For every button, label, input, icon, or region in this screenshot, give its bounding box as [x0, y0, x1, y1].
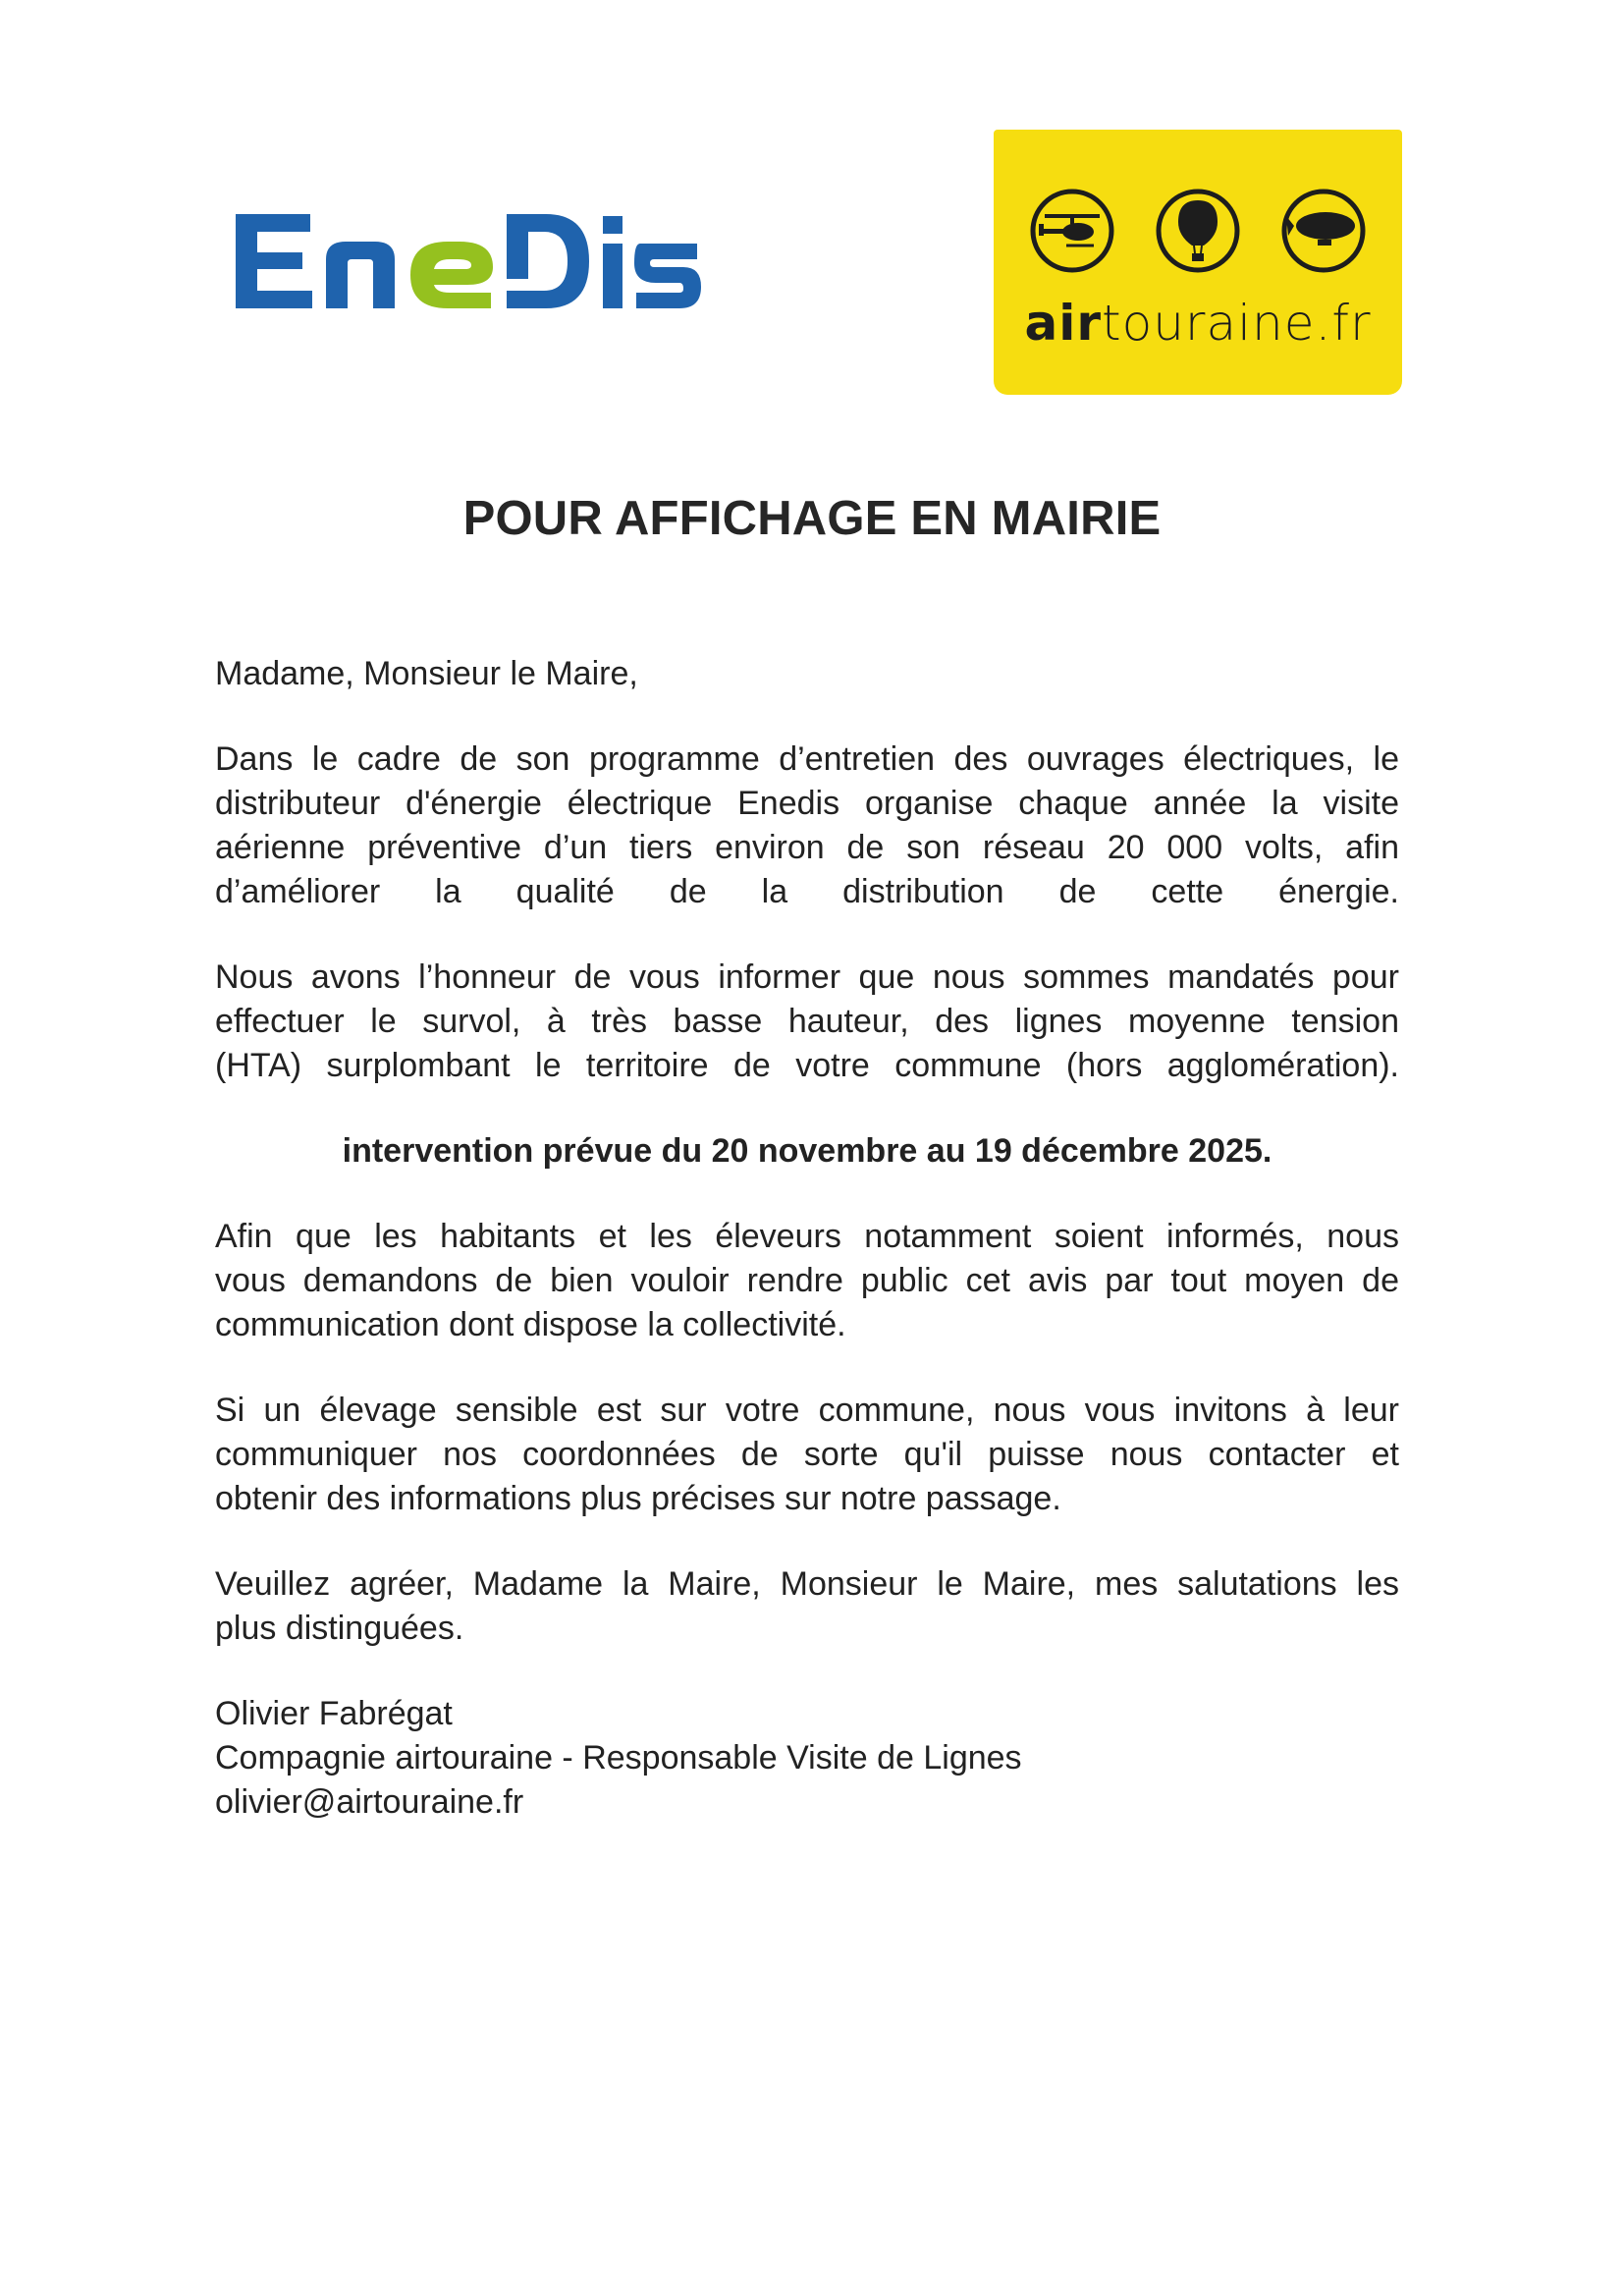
paragraph-3 — [215, 1215, 1399, 1347]
paragraph-1 — [215, 738, 1399, 914]
intervention-dates: intervention prévue du 20 novembre au 19 décembre 2025. — [342, 1132, 1272, 1170]
paragraph-3-line: communication dont dispose la collectivité. — [215, 1306, 846, 1343]
closing — [215, 1562, 1399, 1651]
enedis-logo — [232, 206, 703, 316]
wordmark-light: touraine.fr — [1102, 295, 1372, 352]
paragraph-2 — [215, 956, 1399, 1088]
airtouraine-wordmark — [994, 295, 1402, 352]
airtouraine-logo — [994, 130, 1402, 395]
paragraph-2-line: Nous avons l’honneur de vous informer que nous sommes mandatés pour — [215, 958, 1399, 996]
paragraph-1-line: Dans le cadre de son programme d’entretien des ouvrages électriques, le — [215, 740, 1399, 778]
paragraph-4-line: obtenir des informations plus précises sur notre passage. — [215, 1480, 1061, 1517]
signature-role: Compagnie airtouraine - Responsable Visite de Lignes — [215, 1739, 1022, 1777]
hot-air-balloon-icon — [1159, 191, 1237, 270]
helicopter-icon — [1033, 191, 1111, 270]
paragraph-1-line: aérienne préventive d’un tiers environ de son réseau 20 000 volts, afin — [215, 829, 1399, 866]
paragraph-2-line: (HTA) surplombant le territoire de votre commune (hors agglomération). — [215, 1047, 1399, 1084]
paragraph-1-line: d’améliorer la qualité de la distribution de cette énergie. — [215, 873, 1399, 910]
salutation: Madame, Monsieur le Maire, — [215, 655, 638, 692]
signature-name: Olivier Fabrégat — [215, 1695, 453, 1732]
letter-body — [215, 652, 1399, 1825]
wordmark-bold: air — [1024, 295, 1103, 352]
paragraph-2-line: effectuer le survol, à très basse hauteur, des lignes moyenne tension — [215, 1003, 1399, 1040]
paragraph-4-line: Si un élevage sensible est sur votre commune, nous vous invitons à leur — [215, 1392, 1399, 1429]
paragraph-3-line: Afin que les habitants et les éleveurs notamment soient informés, nous — [215, 1218, 1399, 1255]
paragraph-1-line: distributeur d'énergie électrique Enedis organise chaque année la visite — [215, 785, 1399, 822]
paragraph-4 — [215, 1389, 1399, 1521]
airship-icon — [1284, 191, 1363, 270]
signature — [215, 1692, 1399, 1825]
closing-line: Veuillez agréer, Madame la Maire, Monsieur le Maire, mes salutations les — [215, 1565, 1399, 1603]
page-title: POUR AFFICHAGE EN MAIRIE — [462, 492, 1162, 545]
closing-line: plus distinguées. — [215, 1610, 464, 1647]
signature-email: olivier@airtouraine.fr — [215, 1783, 524, 1821]
paragraph-3-line: vous demandons de bien vouloir rendre public cet avis par tout moyen de — [215, 1262, 1399, 1299]
paragraph-4-line: communiquer nos coordonnées de sorte qu'il puisse nous contacter et — [215, 1436, 1399, 1473]
